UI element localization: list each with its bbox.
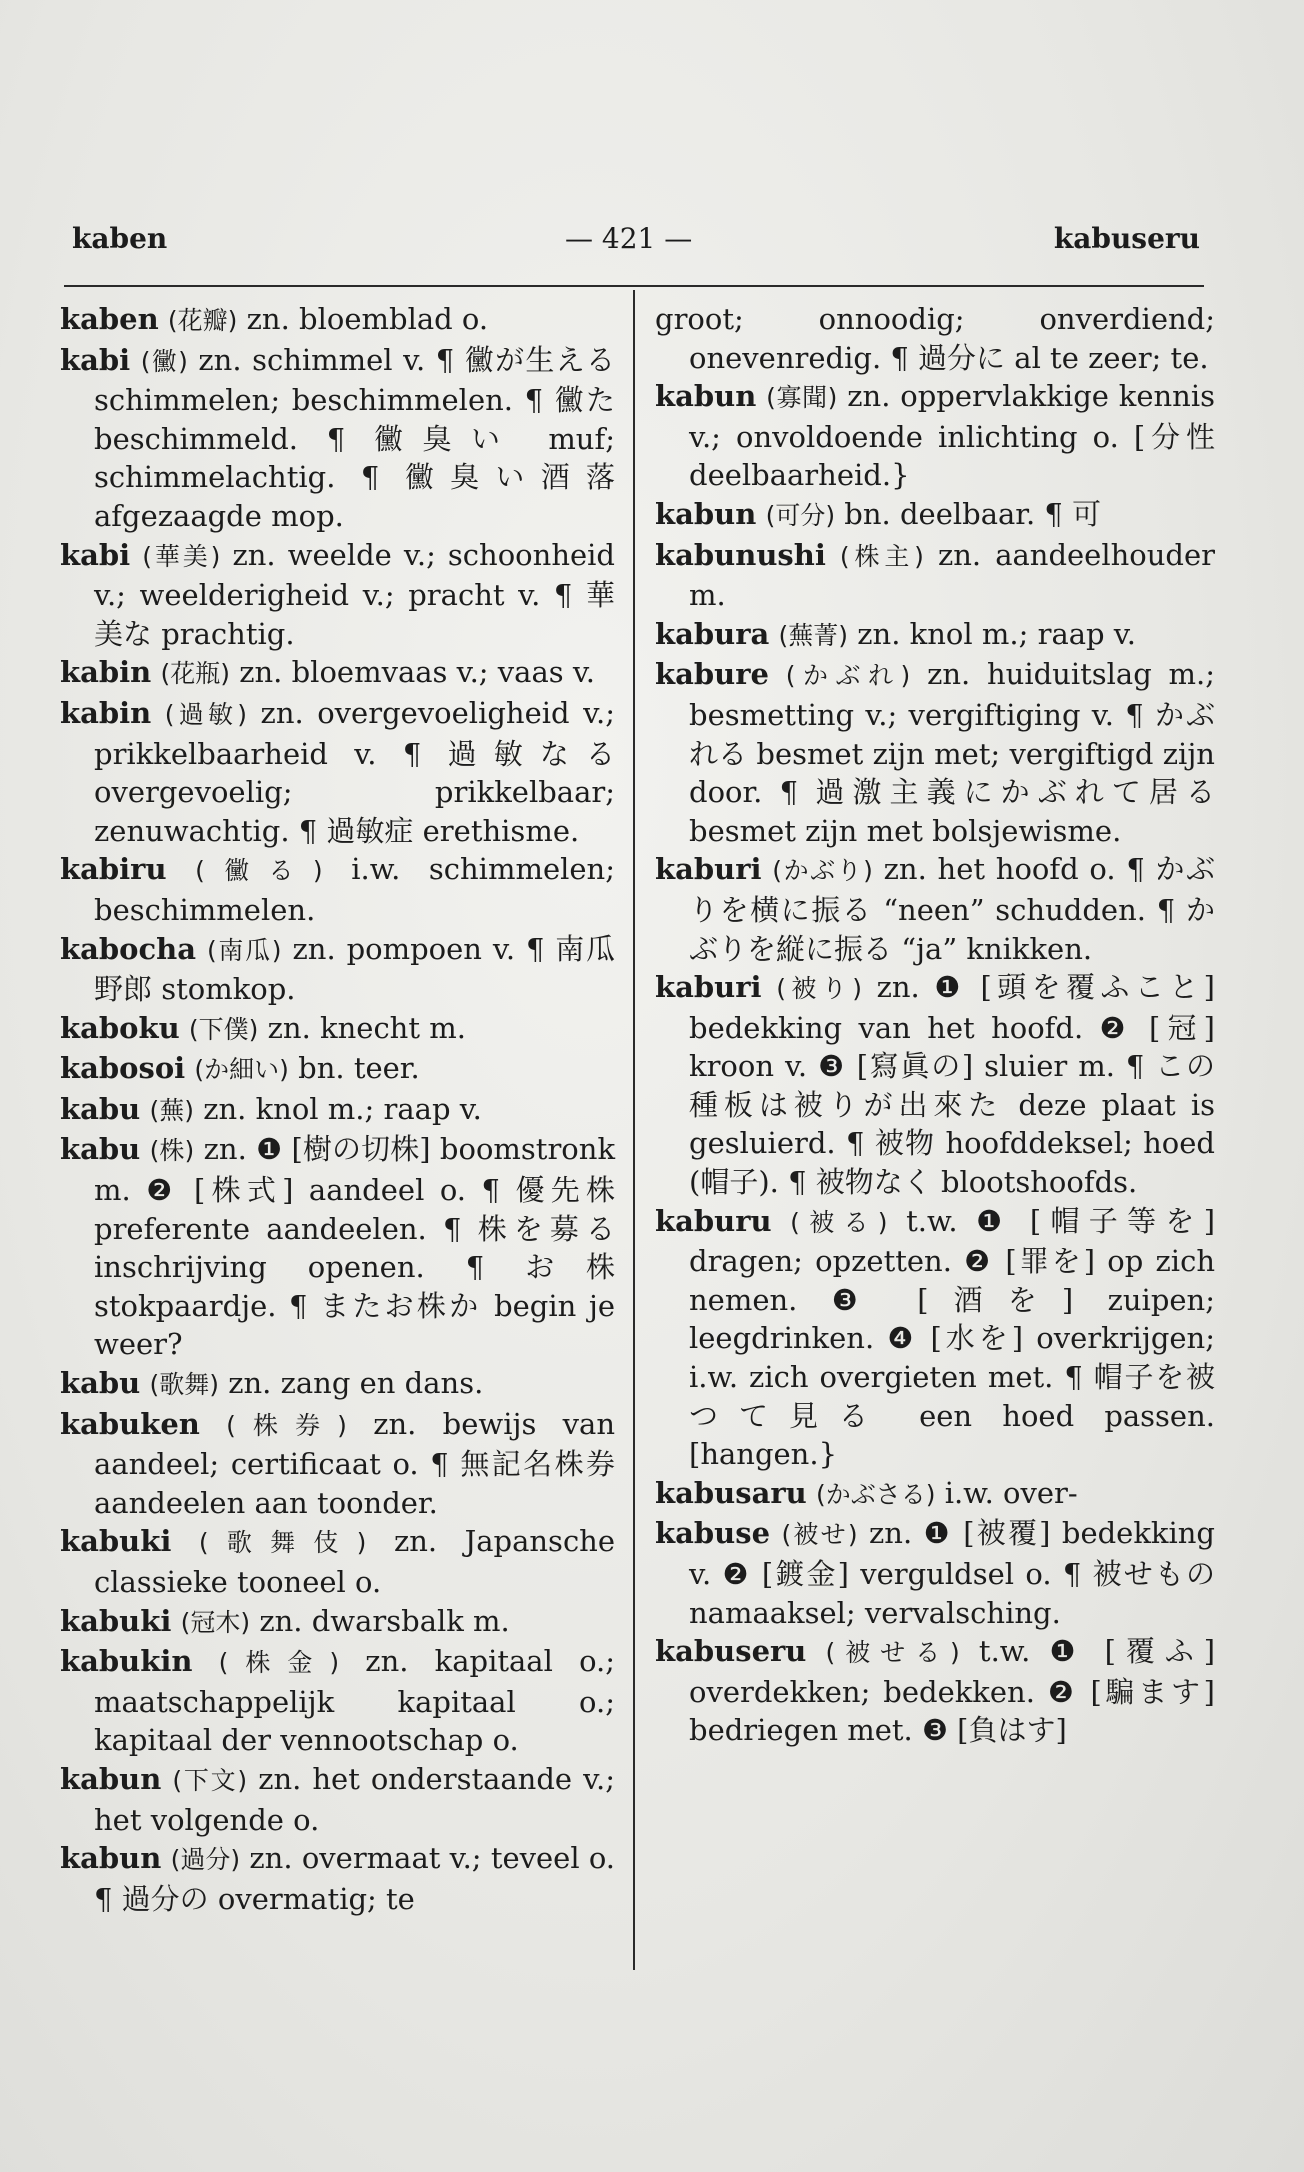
entry-kanji: (花瓶) <box>160 659 230 689</box>
entry-definition: zn. knol m.; raap v. <box>857 616 1136 651</box>
dictionary-entry <box>655 850 1215 968</box>
entry-headword: kabun <box>60 1841 162 1876</box>
entry-definition: zn. bewijs van aandeel; certificaat o. ¶ 無記名株券 aandeelen aan toonder. <box>94 1406 616 1520</box>
entry-definition: zn. overgevoeligheid v.; prikkelbaarheid v. ¶ 過敏なる overgevoelig; prikkelbaar; zenuwachtig. ¶ 過敏症 erethisme. <box>94 695 616 848</box>
header-rule <box>64 285 1204 287</box>
entry-kanji: (か細い) <box>194 1055 289 1085</box>
entry-kanji: (被せ) <box>781 1520 858 1550</box>
dictionary-entry <box>655 615 1215 656</box>
entry-headword: kabuken <box>60 1406 200 1441</box>
entry-headword: kabin <box>60 655 152 690</box>
entry-definition: zn. pompoen v. ¶ 南瓜野郎 stomkop. <box>94 931 616 1007</box>
dictionary-entry <box>655 377 1215 495</box>
left-column <box>60 300 615 1918</box>
dictionary-entry <box>655 1632 1215 1750</box>
entry-headword: kabiru <box>60 852 167 887</box>
entry-definition: zn. oppervlakkige kennis v.; onvoldoende inlichting o. [分性 deelbaarheid.} <box>689 379 1215 493</box>
entry-headword: kabi <box>60 537 131 572</box>
entry-kanji: (かぶれ) <box>785 661 911 691</box>
column-divider <box>633 290 635 1970</box>
dictionary-entry <box>60 1522 615 1601</box>
entry-definition: zn. weelde v.; schoonheid v.; weelderigheid v.; pracht v. ¶ 華美な prachtig. <box>94 537 615 651</box>
entry-headword: kabure <box>655 657 769 692</box>
entry-headword: kabun <box>60 1761 162 1796</box>
dictionary-entry <box>655 1514 1215 1632</box>
entry-definition: zn. het hoofd o. ¶ かぶりを横に振る “neen” schudden. ¶ かぶりを縦に振る “ja” knikken. <box>689 852 1216 966</box>
entry-headword: kaburu <box>655 1203 772 1238</box>
dictionary-entry <box>60 930 615 1009</box>
entry-headword: kabocha <box>60 931 197 966</box>
entry-definition: bn. teer. <box>298 1051 420 1086</box>
entry-definition: zn. ❶ [被覆] bedekking v. ❷ [鍍金] verguldsel o. ¶ 被せもの namaaksel; vervalsching. <box>689 1516 1215 1630</box>
entry-definition: zn. huiduitslag m.; besmetting v.; vergiftiging v. ¶ かぶれる besmet zijn met; vergiftigd zijn door. ¶ 過激主義にかぶれて居る besmet zijn met bolsjewisme. <box>689 657 1216 848</box>
entry-definition: zn. schimmel v. ¶ 黴が生える schimmelen; beschimmelen. ¶ 黴た beschimmeld. ¶ 黴臭い muf; schimmelachtig. ¶ 黴臭い酒落 afgezaagde mop. <box>94 342 616 533</box>
entry-headword: kaboku <box>60 1010 180 1045</box>
dictionary-entry <box>60 300 615 341</box>
entry-definition: zn. Japansche classieke tooneel o. <box>94 1524 616 1599</box>
entry-kanji: (かぶさる) <box>815 1479 936 1509</box>
dictionary-entry <box>655 536 1215 615</box>
entry-definition: zn. zang en dans. <box>228 1366 484 1401</box>
entry-kanji: (歌舞) <box>149 1370 219 1400</box>
entry-kanji: (可分) <box>765 500 836 530</box>
dictionary-entry <box>60 653 615 694</box>
dictionary-entry <box>60 536 615 654</box>
header-last-headword: kabuseru <box>1053 222 1200 255</box>
entry-headword: kabuki <box>60 1603 172 1638</box>
entry-headword: kaburi <box>655 970 762 1005</box>
entry-headword: kabukin <box>60 1644 193 1679</box>
entry-definition: zn. bloemblad o. <box>246 302 489 336</box>
dictionary-entry <box>60 1405 615 1523</box>
entry-kanji: (冠木) <box>180 1607 251 1637</box>
entry-definition: groot; onnoodig; onverdiend; onevenredig. ¶ 過分に al te zeer; te. <box>655 302 1215 375</box>
entry-headword: kabun <box>655 379 757 414</box>
entry-kanji: (下僕) <box>188 1014 259 1044</box>
dictionary-entry <box>655 495 1215 536</box>
entry-definition: zn. kapitaal o.; maatschappelijk kapitaal o.; kapitaal der vennootschap o. <box>94 1644 616 1758</box>
entry-definition: zn. het onderstaande v.; het volgende o. <box>94 1761 616 1837</box>
dictionary-entry <box>60 341 615 536</box>
entry-definition: zn. knecht m. <box>267 1010 466 1045</box>
dictionary-entry <box>60 1090 615 1131</box>
entry-definition: zn. ❶ [頭を覆ふこと] bedekking van het hoofd. ❷ [冠] kroon v. ❸ [寫眞の] sluier m. ¶ この種板は被りが出來た deze plaat is gesluierd. ¶ 被物 hoofddeksel; hoed (帽子). ¶ 被物なく blootshoofds. <box>689 970 1215 1200</box>
entry-kanji: (歌舞伎) <box>198 1528 367 1558</box>
entry-definition: zn. dwarsbalk m. <box>259 1603 510 1638</box>
entry-kanji: (蕪) <box>149 1095 194 1125</box>
dictionary-entry <box>60 1130 615 1364</box>
entry-headword: kabu <box>60 1132 141 1167</box>
entry-headword: kabu <box>60 1091 141 1126</box>
entry-headword: kabura <box>655 616 770 651</box>
entry-kanji: (寡聞) <box>766 383 838 413</box>
dictionary-entry <box>60 1364 615 1405</box>
entry-headword: kabu <box>60 1366 141 1401</box>
entry-headword: kabosoi <box>60 1051 186 1086</box>
dictionary-entry <box>655 1202 1215 1474</box>
entry-headword: kabuseru <box>655 1634 807 1669</box>
entry-headword: kabuse <box>655 1516 771 1551</box>
entry-headword: kabun <box>655 496 757 531</box>
entry-kanji: (株金) <box>218 1648 340 1678</box>
entry-kanji: (華美) <box>142 541 221 571</box>
entry-definition: bn. deelbaar. ¶ 可 <box>844 496 1102 531</box>
dictionary-entry <box>60 1049 615 1090</box>
entry-definition: zn. ❶ [樹の切株] boomstronk m. ❷ [株式] aandeel o. ¶ 優先株 preferente aandeelen. ¶ 株を募る inschrijving openen. ¶ お株 stokpaardje. ¶ またお株か begin je weer? <box>94 1132 616 1362</box>
entry-definition: zn. aandeelhouder m. <box>689 537 1216 613</box>
entry-definition: i.w. schimmelen; beschimmelen. <box>94 852 615 927</box>
dictionary-entry <box>60 1642 615 1760</box>
entry-headword: kaburi <box>655 852 762 887</box>
entry-kanji: (蕪菁) <box>778 620 849 650</box>
entry-headword: kabin <box>60 695 152 730</box>
dictionary-entry <box>60 1760 615 1839</box>
page-header <box>0 222 1304 262</box>
entry-kanji: (被る) <box>790 1207 888 1237</box>
entry-kanji: (南瓜) <box>206 935 282 965</box>
entry-headword: kabunushi <box>655 537 826 572</box>
dictionary-entry <box>655 968 1215 1202</box>
dictionary-entry <box>60 850 615 929</box>
entry-headword: kabuki <box>60 1524 172 1559</box>
dictionary-entry <box>60 1839 615 1918</box>
entry-kanji: (被せる) <box>825 1638 960 1668</box>
dictionary-entry <box>60 1009 615 1050</box>
dictionary-entry <box>60 1602 615 1643</box>
dictionary-entry <box>655 655 1215 850</box>
entry-kanji: (過敏) <box>164 699 248 729</box>
entry-kanji: (被り) <box>776 974 862 1004</box>
entry-kanji: (株券) <box>226 1410 347 1440</box>
dictionary-entry <box>60 694 615 850</box>
entry-kanji: (株主) <box>839 541 924 571</box>
entry-kanji: (過分) <box>170 1845 241 1875</box>
entry-kanji: (花瓣) <box>167 306 238 335</box>
entry-kanji: (株) <box>149 1136 195 1166</box>
right-column <box>655 300 1215 1750</box>
entry-headword: kaben <box>60 302 159 336</box>
entry-kanji: (黴) <box>140 346 188 376</box>
entry-definition: t.w. ❶ [覆ふ] overdekken; bedekken. ❷ [騙ます] bedriegen met. ❸ [負はす] <box>689 1634 1216 1748</box>
entry-definition: zn. bloemvaas v.; vaas v. <box>239 655 596 690</box>
entry-definition: zn. knol m.; raap v. <box>203 1091 482 1126</box>
entry-kanji: (かぶり) <box>772 856 873 886</box>
entry-kanji: (黴る) <box>195 856 323 886</box>
entry-headword: kabusaru <box>655 1475 807 1510</box>
dictionary-entry <box>655 300 1215 377</box>
page-number: — 421 — <box>565 222 693 255</box>
entry-kanji: (下文) <box>172 1765 248 1795</box>
entry-definition: t.w. ❶ [帽子等を] dragen; opzetten. ❷ [罪を] op zich nemen. ❸ [酒を] zuipen; leegdrinken. ❹ [水を] overkrijgen; i.w. zich overgieten met. ¶ 帽子を被つて見る een hoed passen. [hangen.} <box>689 1203 1216 1472</box>
header-first-headword: kaben <box>72 222 168 255</box>
entry-definition: i.w. over- <box>944 1475 1078 1510</box>
dictionary-entry <box>655 1474 1215 1515</box>
entry-definition: zn. overmaat v.; teveel o. ¶ 過分の overmatig; te <box>94 1841 616 1916</box>
entry-headword: kabi <box>60 342 131 377</box>
